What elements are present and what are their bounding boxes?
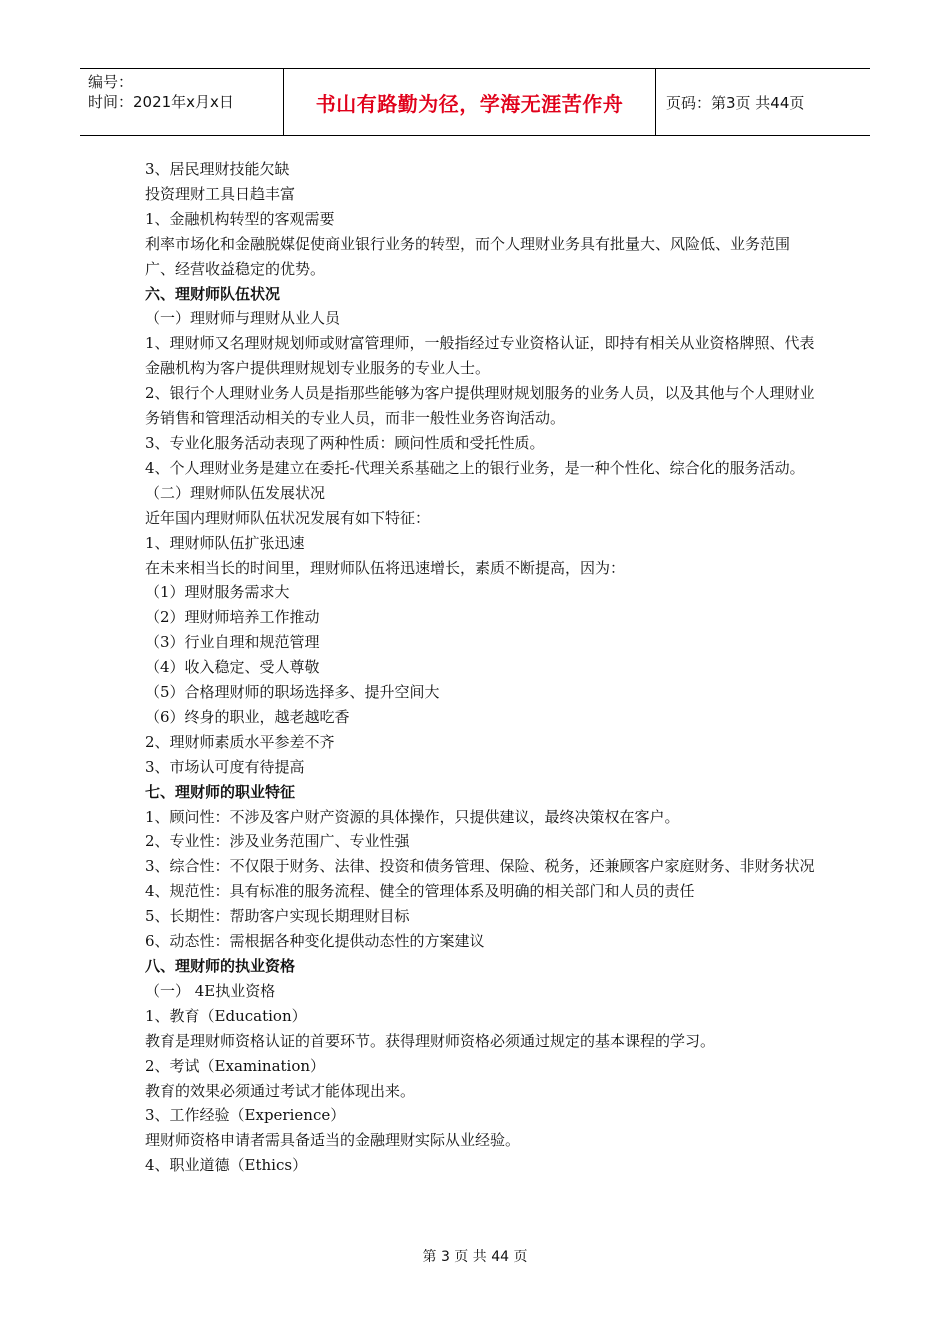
paragraph: （6）终身的职业，越老越吃香 — [145, 707, 350, 726]
paragraph: 教育是理财师资格认证的首要环节。获得理财师资格必须通过规定的基本课程的学习。 — [145, 1031, 716, 1050]
paragraph: 在未来相当长的时间里，理财师队伍将迅速增长，素质不断提高，因为： — [145, 558, 626, 577]
paragraph: 1、教育（Education） — [145, 1006, 307, 1025]
paragraph: 2、考试（Examination） — [145, 1056, 326, 1075]
paragraph: （2）理财师培养工作推动 — [145, 608, 320, 627]
section-heading: 六、理财师队伍状况 — [145, 284, 281, 303]
paragraph: 4、规范性：具有标准的服务流程、健全的管理体系及明确的相关部门和人员的责任 — [145, 882, 695, 901]
paragraph: 4、职业道德（Ethics） — [145, 1156, 308, 1175]
paragraph: 3、综合性：不仅限于财务、法律、投资和债务管理、保险、税务，还兼顾客户家庭财务、非财务状况 — [145, 857, 815, 876]
section-heading: 八、理财师的执业资格 — [145, 957, 296, 975]
paragraph: 利率市场化和金融脱媒促使商业银行业务的转型，而个人理财业务具有批量大、风险低、业务范围广、经营收益稳定的优势。 — [145, 234, 791, 278]
paragraph: 理财师资格申请者需具备适当的金融理财实际从业经验。 — [145, 1131, 521, 1150]
paragraph: （1）理财服务需求大 — [145, 583, 290, 602]
paragraph: （4）收入稳定、受人尊敬 — [145, 658, 320, 677]
section-heading: 七、理财师的职业特征 — [145, 782, 296, 801]
paragraph: （3）行业自理和规范管理 — [145, 633, 320, 652]
paragraph: 2、理财师素质水平参差不齐 — [145, 732, 335, 751]
paragraph: 2、银行个人理财业务人员是指那些能够为客户提供理财规划服务的业务人员，以及其他与个人理财业务销售和管理活动相关的专业人员，而非一般性业务咨询活动。 — [145, 384, 815, 428]
paragraph: 1、金融机构转型的客观需要 — [145, 209, 335, 228]
paragraph: 教育的效果必须通过考试才能体现出来。 — [145, 1081, 416, 1100]
header-number: 编号： — [88, 73, 134, 91]
header-time: 时间：2021年x月x日 — [88, 93, 234, 111]
header-meta — [80, 69, 283, 135]
paragraph: （二）理财师队伍发展状况 — [145, 483, 326, 502]
paragraph: 5、长期性：帮助客户实现长期理财目标 — [145, 907, 410, 926]
paragraph: （一） 4E执业资格 — [145, 981, 276, 1000]
paragraph: （一）理财师与理财从业人员 — [145, 309, 341, 328]
page-header — [80, 68, 870, 136]
paragraph: 4、个人理财业务是建立在委托-代理关系基础之上的银行业务，是一种个性化、综合化的服务活动。 — [145, 458, 805, 477]
page-footer: 第 3 页 共 44 页 — [422, 1249, 528, 1265]
paragraph: 1、理财师队伍扩张迅速 — [145, 533, 305, 552]
paragraph: 6、动态性：需根据各种变化提供动态性的方案建议 — [145, 932, 485, 951]
paragraph: 投资理财工具日趋丰富 — [145, 184, 296, 203]
paragraph: 3、市场认可度有待提高 — [145, 757, 305, 776]
document-body — [145, 157, 817, 1178]
paragraph: 近年国内理财师队伍状况发展有如下特征： — [145, 508, 431, 527]
paragraph: 1、顾问性：不涉及客户财产资源的具体操作，只提供建议，最终决策权在客户。 — [145, 807, 680, 826]
paragraph: 2、专业性：涉及业务范围广、专业性强 — [145, 832, 410, 851]
header-page-info: 页码：第3页 共44页 — [666, 93, 805, 112]
paragraph: 3、居民理财技能欠缺 — [145, 160, 290, 178]
paragraph: 1、理财师又名理财规划师或财富管理师，一般指经过专业资格认证，即持有相关从业资格牌照、代表金融机构为客户提供理财规划专业服务的专业人士。 — [145, 334, 815, 378]
paragraph: 3、专业化服务活动表现了两种性质：顾问性质和受托性质。 — [145, 433, 545, 452]
header-motto: 书山有路勤为径，学海无涯苦作舟 — [283, 69, 656, 135]
paragraph: 3、工作经验（Experience） — [145, 1106, 346, 1125]
paragraph: （5）合格理财师的职场选择多、提升空间大 — [145, 683, 440, 702]
